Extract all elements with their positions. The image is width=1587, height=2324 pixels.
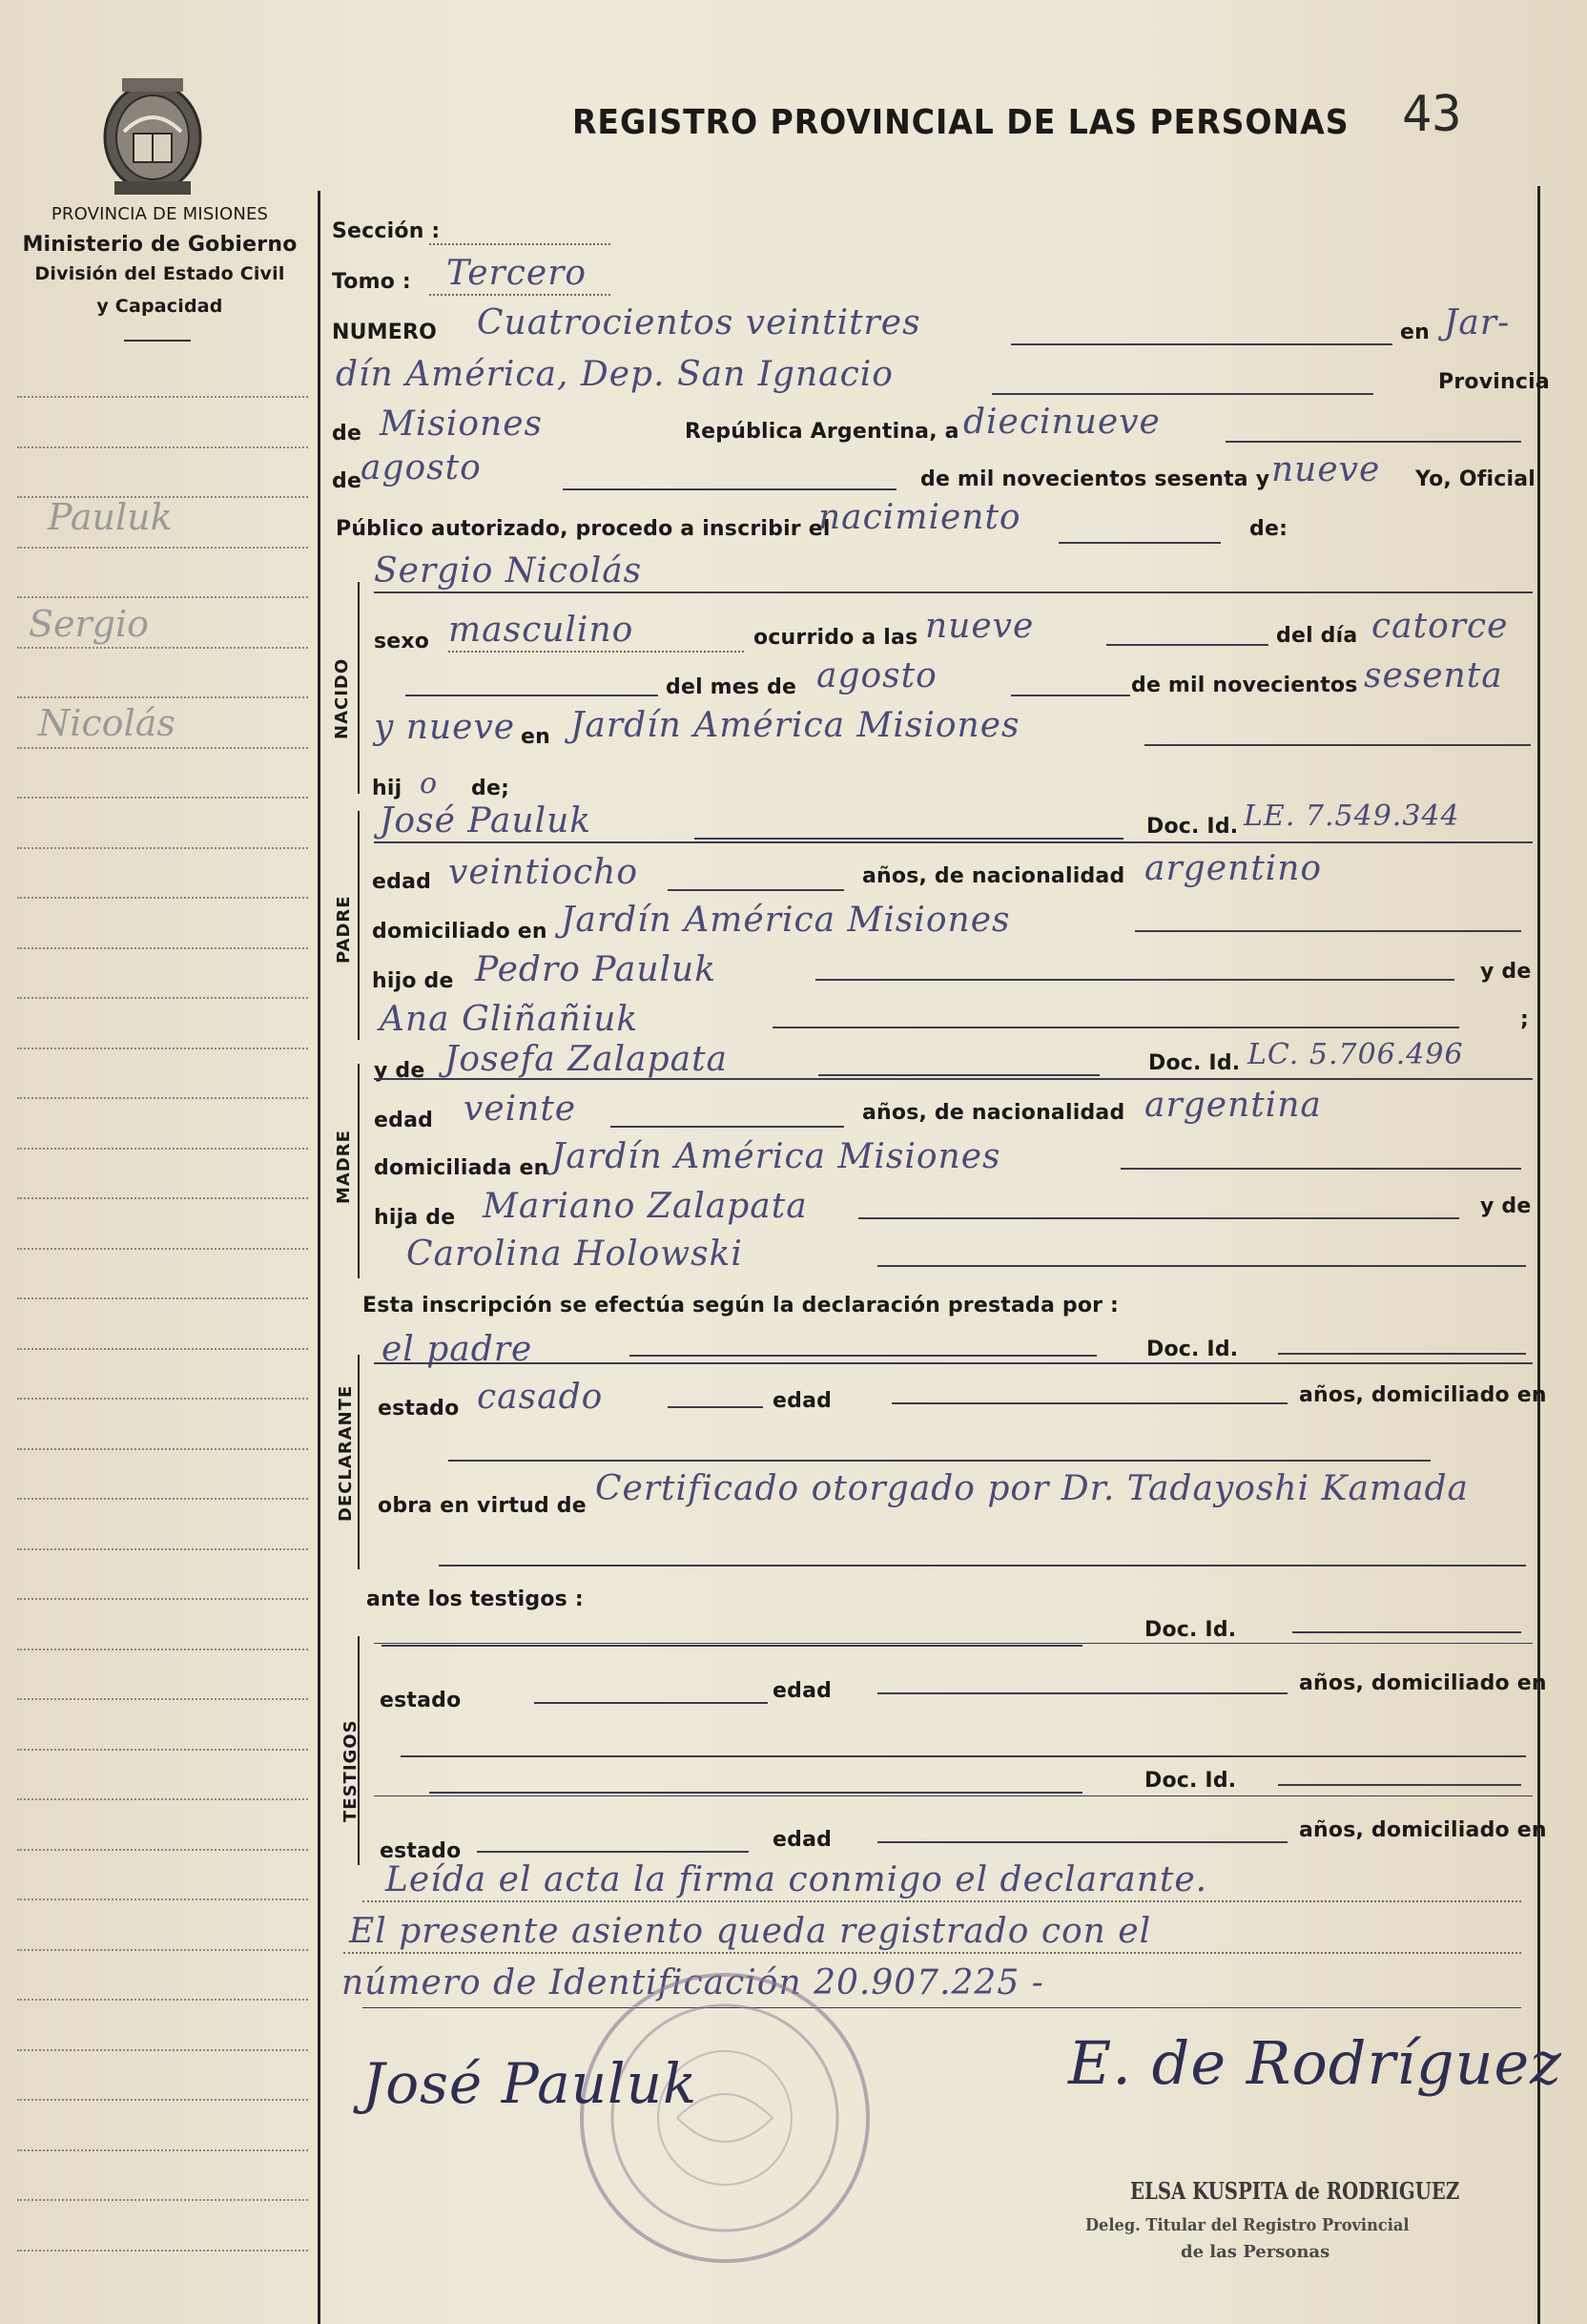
padre-anos-nac-label: años, de nacionalidad [862, 864, 1125, 888]
testigo1-doc-dash [1292, 1631, 1521, 1633]
obra-line [439, 1565, 1526, 1567]
right-border [1537, 186, 1540, 2324]
padre-madre-value: Ana Gliñañiuk [380, 1000, 639, 1039]
nombre-value: Sergio Nicolás [374, 551, 643, 591]
anio-nac-value-2: y nueve [374, 708, 516, 747]
provincia-value: Misiones [380, 405, 544, 444]
margin-rule [17, 647, 308, 649]
sexo-value: masculino [448, 611, 634, 650]
testigo2-anos-dom-label: años, domiciliado en [1299, 1818, 1547, 1842]
padre-semicolon: ; [1520, 1007, 1529, 1031]
acto-dash [1059, 542, 1221, 544]
mes-prefix-dash [405, 695, 658, 696]
margin-separator [318, 191, 320, 2324]
de-label-2: de [332, 469, 362, 493]
nota-rule-3 [362, 2007, 1521, 2008]
hij-suffix-value: o [420, 767, 439, 800]
margin-rule [17, 1598, 308, 1600]
margin-rule [17, 1448, 308, 1450]
oficial-signature: E. de Rodríguez [1068, 2028, 1562, 2098]
madre-y-de-label: y de [374, 1059, 425, 1083]
declarante-label: DECLARANTE [336, 1384, 356, 1522]
testigo1-anos-dom-label: años, domiciliado en [1299, 1671, 1547, 1695]
madre-edad-dash [610, 1126, 844, 1128]
declaracion-label: Esta inscripción se efectúa según la declaración prestada por : [362, 1294, 1120, 1318]
margin-rule [17, 2149, 308, 2151]
margin-rule [17, 2250, 308, 2251]
testigo1-edad-dash [877, 1692, 1288, 1694]
madre-padre-value: Mariano Zalapata [483, 1187, 808, 1226]
testigo1-estado-label: estado [380, 1689, 462, 1712]
margin-firstname: Sergio [29, 603, 150, 645]
testigo1-name-dash [381, 1645, 1082, 1647]
decl-estado-dash [668, 1406, 763, 1408]
mes-dash [563, 488, 897, 490]
official-seal-icon [572, 1965, 877, 2271]
declarante-doc-dash [1278, 1353, 1526, 1355]
margin-rule [17, 1649, 308, 1650]
margin-rule [17, 1749, 308, 1751]
margin-rule [17, 596, 308, 598]
tomo-field [429, 294, 610, 296]
madre-madre-dash [877, 1265, 1526, 1267]
decl-dom-line [448, 1460, 1431, 1462]
tomo-label: Tomo : [332, 270, 411, 294]
seccion-label: Sección : [332, 219, 441, 243]
padre-label: PADRE [334, 895, 354, 964]
margin-rule [17, 1048, 308, 1049]
margin-rule [17, 1798, 308, 1800]
madre-domicilio-value: Jardín América Misiones [551, 1137, 1001, 1176]
province-name: PROVINCIA DE MISIONES [51, 204, 269, 224]
mes-nac-dash [1011, 695, 1130, 696]
padre-madre-dash [773, 1027, 1459, 1028]
margin-rule [17, 696, 308, 698]
nota-line-2: El presente asiento queda registrado con el [349, 1912, 1152, 1951]
madre-nacionalidad-value: argentina [1144, 1086, 1322, 1125]
del-dia-label: del día [1276, 624, 1358, 648]
testigo1-edad-label: edad [773, 1679, 833, 1703]
hij-de-label: de; [471, 777, 510, 800]
de-label: de [332, 422, 362, 446]
margin-rule [17, 797, 308, 799]
testigos-side-label: TESTIGOS [340, 1719, 361, 1822]
hora-dash [1106, 644, 1268, 646]
margin-rule [17, 847, 308, 849]
padre-section-line [374, 841, 1533, 843]
margin-rule [17, 1348, 308, 1350]
margin-rule [17, 1949, 308, 1951]
margin-rule [17, 2099, 308, 2101]
madre-section-line [374, 1078, 1533, 1080]
madre-y-de-label-2: y de [1480, 1194, 1532, 1218]
nacido-label: NACIDO [332, 657, 352, 739]
republica-label: República Argentina, a [685, 420, 959, 444]
padre-hijo-de-label: hijo de [372, 969, 454, 993]
lugar-nacimiento-value: Jardín América Misiones [570, 706, 1020, 745]
numero-value: Cuatrocientos veintitres [477, 303, 921, 342]
margin-rule [17, 1297, 308, 1299]
dia-inscripcion-value: diecinueve [963, 403, 1161, 442]
lugar-nac-dash [1144, 744, 1531, 746]
yo-oficial-label: Yo, Oficial [1415, 467, 1536, 491]
margin-rule [17, 547, 308, 549]
numero-dash [1011, 343, 1392, 345]
margin-rule [17, 947, 308, 949]
testigo2-doc-dash [1278, 1784, 1521, 1786]
de-mil-nov-label: de mil novecientos [1131, 674, 1358, 697]
margin-rule [17, 2049, 308, 2051]
testigo2-estado-label: estado [380, 1839, 462, 1863]
madre-padre-dash [858, 1217, 1459, 1219]
provincia-label: Provincia [1438, 370, 1550, 394]
madre-doc-value: LC. 5.706.496 [1247, 1038, 1464, 1071]
en-nac-label: en [521, 725, 550, 749]
testigo2-line [374, 1795, 1533, 1796]
testigo2-edad-label: edad [773, 1828, 833, 1852]
nota-line-1: Leída el acta la firma conmigo el declarante. [385, 1860, 1208, 1899]
dia-nacimiento-value: catorce [1371, 607, 1509, 646]
madre-edad-value: veinte [464, 1089, 577, 1129]
margin-rule [17, 1548, 308, 1550]
anio-nac-value-1: sesenta [1364, 656, 1503, 695]
del-mes-label: del mes de [666, 675, 797, 699]
numero-label: NUMERO [332, 321, 438, 344]
de-colon-label: de: [1249, 517, 1288, 541]
margin-rule [17, 1248, 308, 1250]
madre-madre-value: Carolina Holowski [406, 1235, 743, 1274]
stamp-title-2: de las Personas [1181, 2242, 1330, 2262]
margin-rule [17, 1849, 308, 1851]
division-line1: División del Estado Civil [34, 263, 285, 284]
padre-nombre-value: José Pauluk [380, 801, 592, 840]
declarante-edad-label: edad [773, 1389, 833, 1413]
testigo1-estado-dash [534, 1702, 768, 1704]
nacido-bracket [358, 582, 360, 794]
padre-edad-label: edad [372, 870, 432, 894]
en-label: en [1400, 321, 1430, 344]
nota-rule-1 [362, 1900, 1521, 1902]
stamp-name: ELSA KUSPITA de RODRIGUEZ [1130, 2177, 1460, 2205]
lugar-dash [992, 393, 1373, 395]
padre-dom-dash [1135, 930, 1521, 932]
margin-rule [17, 897, 308, 899]
margin-rule [17, 1398, 308, 1400]
padre-y-de-label: y de [1480, 960, 1532, 984]
divider [124, 340, 191, 342]
province-emblem-icon [95, 74, 210, 197]
margin-rule [17, 997, 308, 999]
mes-inscripcion-value: agosto [361, 448, 482, 488]
margin-rule [17, 1148, 308, 1150]
declarante-line [374, 1362, 1533, 1364]
nota-line-3: número de Identificación 20.907.225 - [341, 1963, 1044, 2002]
padre-edad-value: veintiocho [448, 853, 639, 892]
declarante-signature: José Pauluk [362, 2051, 698, 2116]
margin-rule [17, 1197, 308, 1199]
hora-value: nueve [925, 607, 1035, 646]
declarante-dash [629, 1355, 1097, 1357]
padre-padre-dash [815, 979, 1454, 981]
stamp-title-1: Deleg. Titular del Registro Provincial [1085, 2215, 1410, 2235]
madre-nombre-value: Josefa Zalapata [444, 1040, 729, 1079]
declarante-doc-label: Doc. Id. [1146, 1338, 1239, 1361]
hij-label: hij [372, 777, 402, 800]
obra-value: Certificado otorgado por Dr. Tadayoshi Kamada [595, 1469, 1470, 1508]
declarante-bracket [358, 1355, 360, 1569]
madre-hija-de-label: hija de [374, 1206, 456, 1230]
declarante-anos-dom-label: años, domiciliado en [1299, 1383, 1547, 1407]
testigo2-estado-dash [477, 1851, 749, 1853]
testigo1-line [374, 1643, 1533, 1644]
declarante-value: el padre [381, 1330, 533, 1369]
madre-label: MADRE [334, 1130, 354, 1204]
padre-nombre-dash [694, 838, 1123, 840]
seccion-field [429, 243, 610, 245]
declarante-estado-label: estado [378, 1397, 460, 1421]
tomo-value: Tercero [446, 254, 587, 293]
margin-rule [17, 1097, 308, 1099]
madre-domicilio-label: domiciliada en [374, 1156, 549, 1180]
padre-doc-label: Doc. Id. [1146, 815, 1239, 839]
padre-padre-value: Pedro Pauluk [475, 950, 717, 989]
margin-rule [17, 2199, 308, 2201]
de-mil-label: de mil novecientos sesenta y [920, 467, 1270, 491]
testigo1-doc-label: Doc. Id. [1144, 1618, 1237, 1642]
obra-label: obra en virtud de [378, 1494, 587, 1518]
madre-anos-nac-label: años, de nacionalidad [862, 1101, 1125, 1125]
padre-domicilio-value: Jardín América Misiones [561, 901, 1011, 940]
margin-surname: Pauluk [48, 496, 173, 538]
madre-dom-dash [1121, 1168, 1521, 1170]
page-number: 43 [1402, 86, 1462, 143]
testigos-label: ante los testigos : [366, 1587, 584, 1611]
padre-doc-value: LE. 7.549.344 [1244, 799, 1460, 833]
margin-rule [17, 1999, 308, 2001]
sexo-field [448, 651, 744, 653]
testigo2-edad-dash [877, 1841, 1288, 1843]
dia-dash [1226, 441, 1521, 443]
padre-nacionalidad-value: argentino [1144, 849, 1323, 888]
testigo2-doc-label: Doc. Id. [1144, 1769, 1237, 1793]
lugar-value: dín América, Dep. San Ignacio [336, 355, 894, 394]
sexo-label: sexo [374, 630, 430, 654]
margin-rule [17, 1698, 308, 1700]
testigo2-name-dash [429, 1792, 1082, 1794]
madre-doc-label: Doc. Id. [1148, 1051, 1241, 1075]
anio-inscripcion-value: nueve [1271, 450, 1381, 489]
nota-rule-2 [343, 1952, 1521, 1954]
margin-rule [17, 446, 308, 448]
padre-domicilio-label: domiciliado en [372, 920, 547, 944]
decl-edad-dash [892, 1402, 1288, 1404]
madre-edad-label: edad [374, 1109, 434, 1132]
nombre-line [374, 591, 1533, 593]
mes-nacimiento-value: agosto [816, 656, 938, 695]
padre-edad-dash [668, 889, 844, 891]
testigo1-dom-line [401, 1755, 1526, 1757]
publico-label: Público autorizado, procedo a inscribir el [336, 517, 831, 541]
padre-bracket [358, 811, 360, 1040]
ocurrido-label: ocurrido a las [753, 626, 918, 650]
madre-bracket [358, 1064, 360, 1278]
acto-value: nacimiento [818, 498, 1021, 537]
declarante-estado-value: casado [477, 1378, 604, 1417]
ministry-name: Ministerio de Gobierno [22, 233, 298, 257]
page-title: REGISTRO PROVINCIAL DE LAS PERSONAS [572, 103, 1350, 142]
margin-rule [17, 1498, 308, 1500]
division-line2: y Capacidad [96, 296, 223, 317]
madre-nombre-dash [818, 1074, 1100, 1076]
margin-rule [17, 396, 308, 398]
en-value: Jar- [1444, 303, 1511, 342]
margin-middlename: Nicolás [38, 702, 175, 744]
margin-rule [17, 1899, 308, 1900]
margin-rule [17, 747, 308, 749]
